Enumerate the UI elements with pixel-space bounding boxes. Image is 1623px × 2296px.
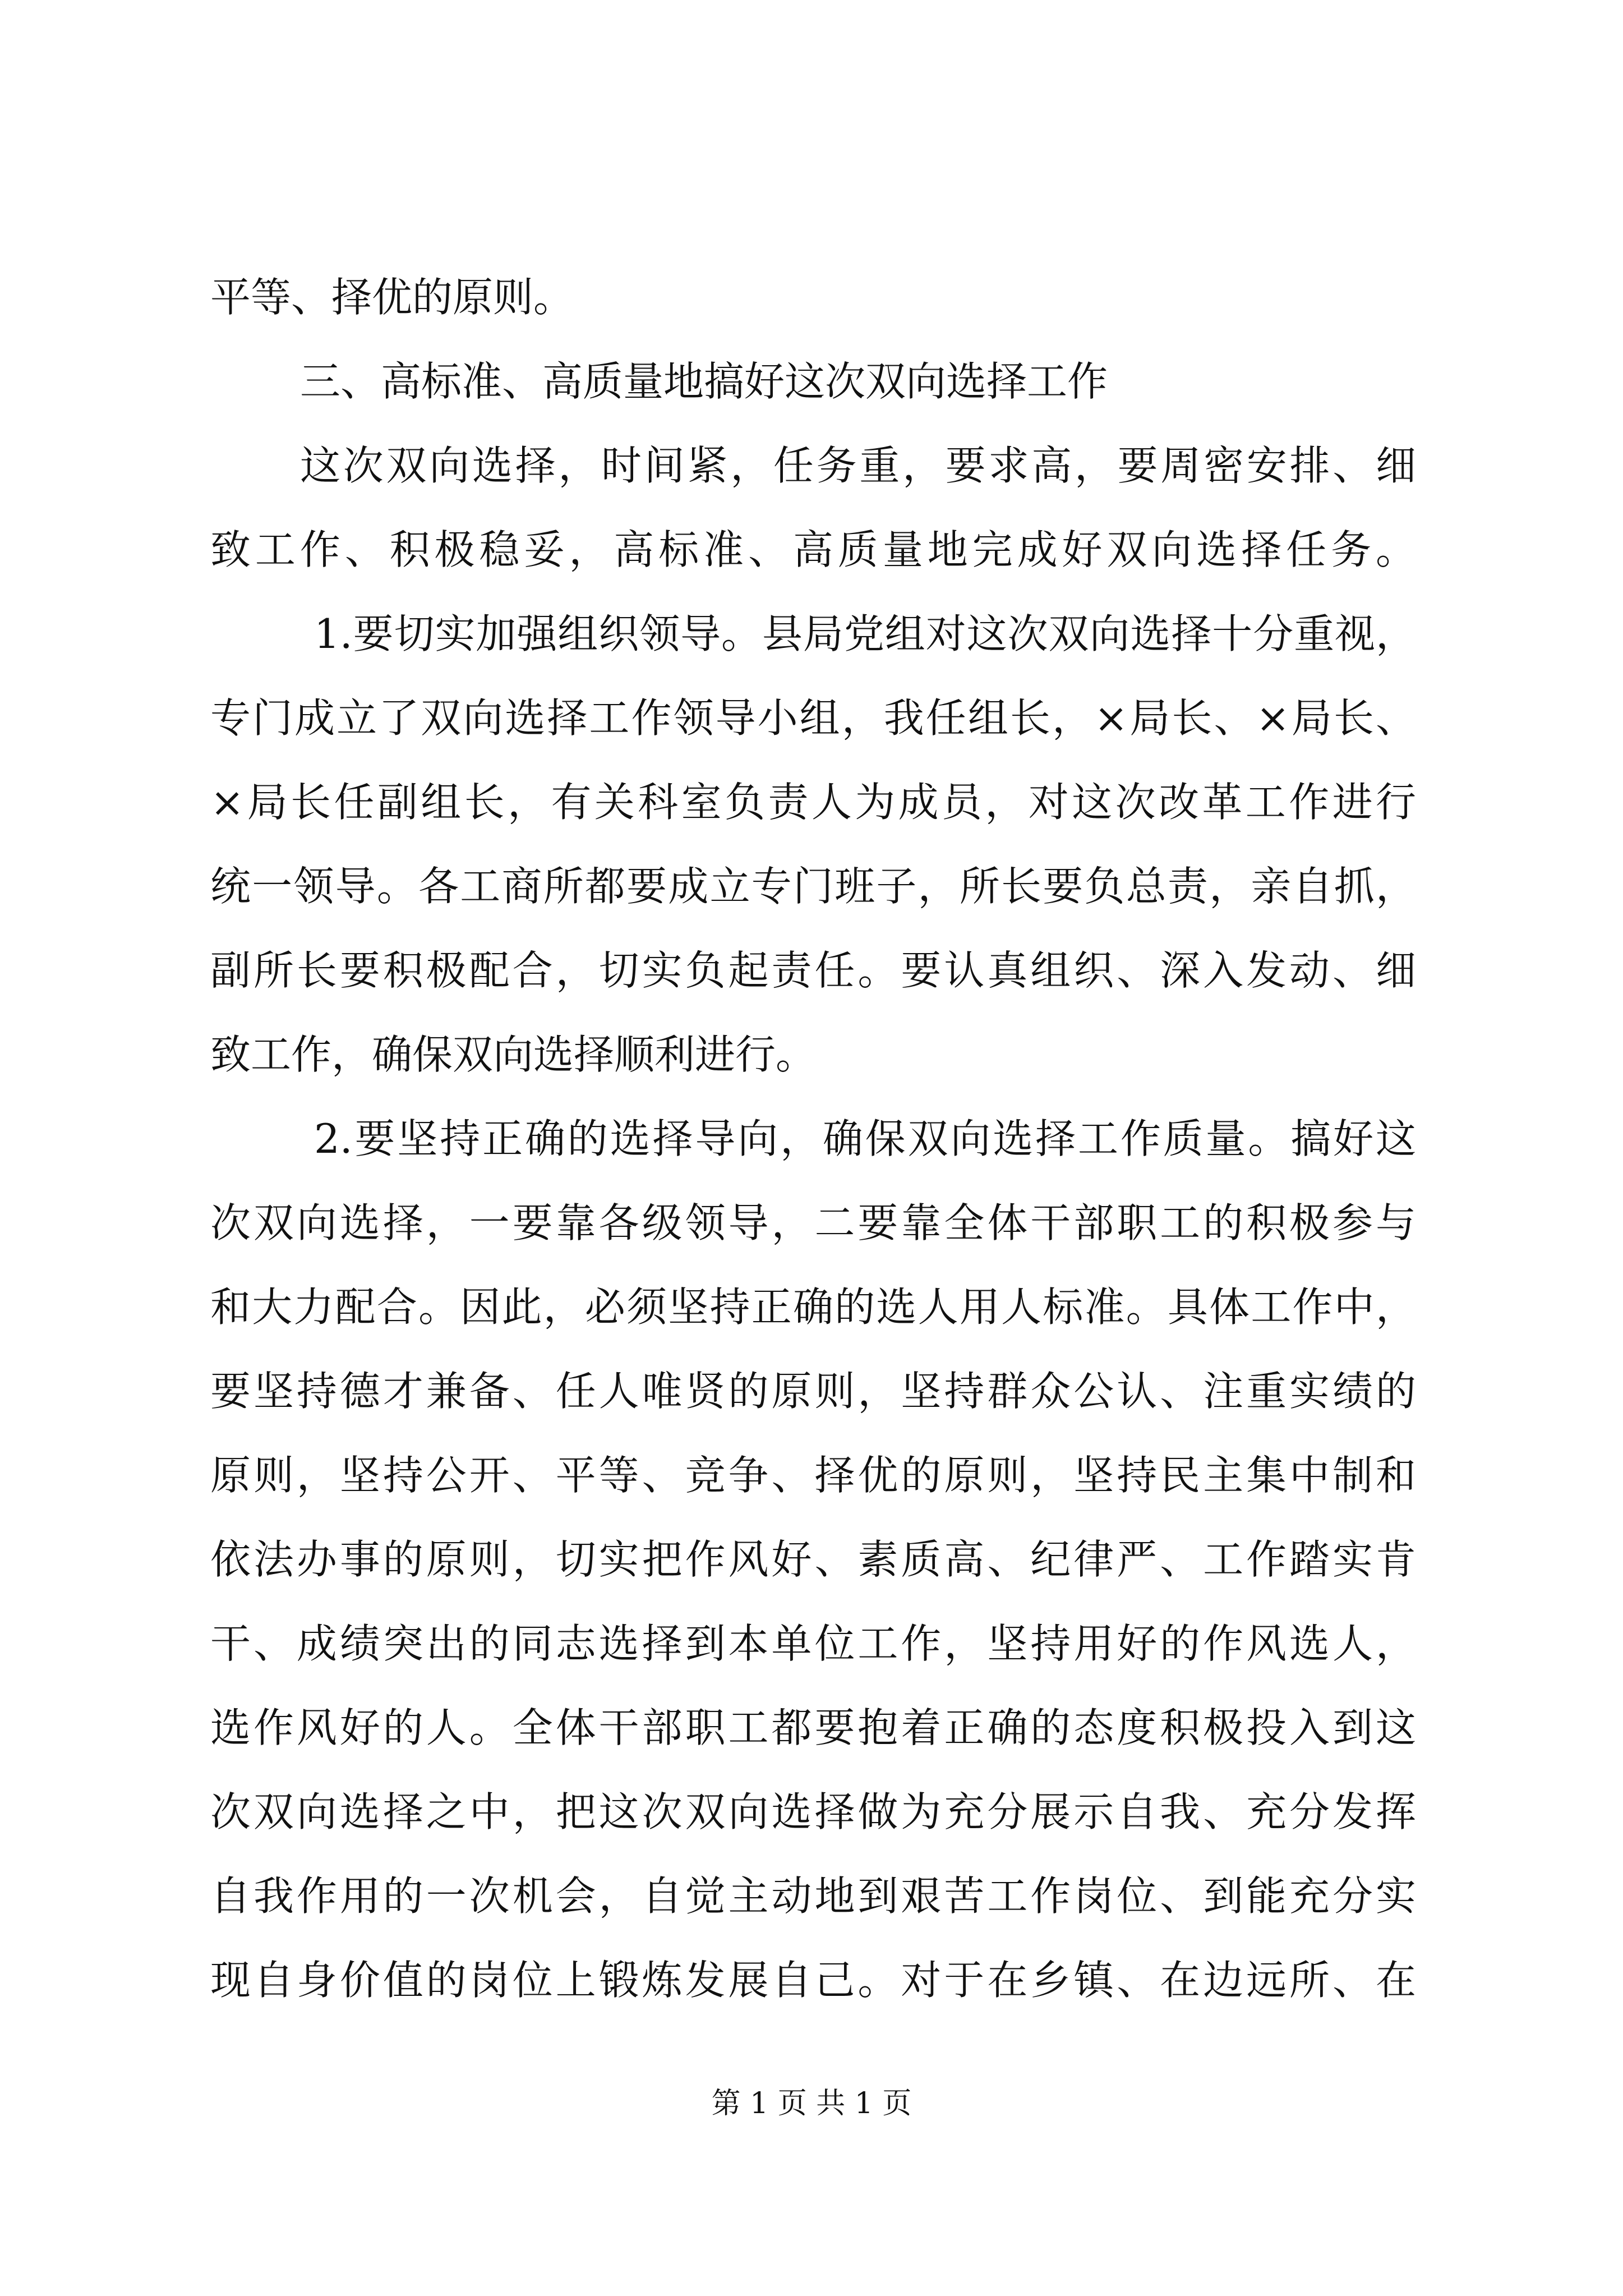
page-footer: 第 1 页 共 1 页 xyxy=(711,2087,912,2120)
paragraph-line: 自我作用的一次机会，自觉主动地到艰苦工作岗位、到能充分实 xyxy=(210,1872,1416,1920)
paragraph-line: ×局长任副组长，有关科室负责人为成员，对这次改革工作进行 xyxy=(210,779,1416,826)
section-heading: 三、高标准、高质量地搞好这次双向选择工作 xyxy=(300,358,1108,405)
paragraph-line: 1.要切实加强组织领导。县局党组对这次双向选择十分重视， xyxy=(314,610,1416,657)
paragraph-line: 2.要坚持正确的选择导向，确保双向选择工作质量。搞好这 xyxy=(314,1115,1416,1162)
paragraph-line: 副所长要积极配合，切实负起责任。要认真组织、深入发动、细 xyxy=(210,947,1416,994)
paragraph-line: 和大力配合。因此，必须坚持正确的选人用人标准。具体工作中， xyxy=(210,1283,1416,1331)
paragraph-line: 原则，坚持公开、平等、竞争、择优的原则，坚持民主集中制和 xyxy=(210,1452,1416,1499)
paragraph-line: 这次双向选择，时间紧，任务重，要求高，要周密安排、细 xyxy=(300,442,1416,489)
paragraph-line: 次双向选择，一要靠各级领导，二要靠全体干部职工的积极参与 xyxy=(210,1199,1416,1246)
paragraph-line: 致工作，确保双向选择顺利进行。 xyxy=(210,1031,817,1078)
paragraph-line: 依法办事的原则，切实把作风好、素质高、纪律严、工作踏实肯 xyxy=(210,1536,1416,1583)
paragraph-line: 干、成绩突出的同志选择到本单位工作，坚持用好的作风选人， xyxy=(210,1620,1416,1667)
paragraph-line: 现自身价值的岗位上锻炼发展自己。对于在乡镇、在边远所、在 xyxy=(210,1957,1416,2004)
paragraph-line: 统一领导。各工商所都要成立专门班子，所长要负总责，亲自抓， xyxy=(210,863,1416,910)
paragraph-line: 要坚持德才兼备、任人唯贤的原则，坚持群众公认、注重实绩的 xyxy=(210,1368,1416,1415)
paragraph-line: 专门成立了双向选择工作领导小组，我任组长，×局长、×局长、 xyxy=(210,694,1416,742)
paragraph-line: 选作风好的人。全体干部职工都要抱着正确的态度积极投入到这 xyxy=(210,1704,1416,1751)
paragraph-line: 平等、择优的原则。 xyxy=(210,274,574,321)
paragraph-line: 次双向选择之中，把这次双向选择做为充分展示自我、充分发挥 xyxy=(210,1788,1416,1835)
paragraph-line: 致工作、积极稳妥，高标准、高质量地完成好双向选择任务。 xyxy=(210,526,1416,573)
